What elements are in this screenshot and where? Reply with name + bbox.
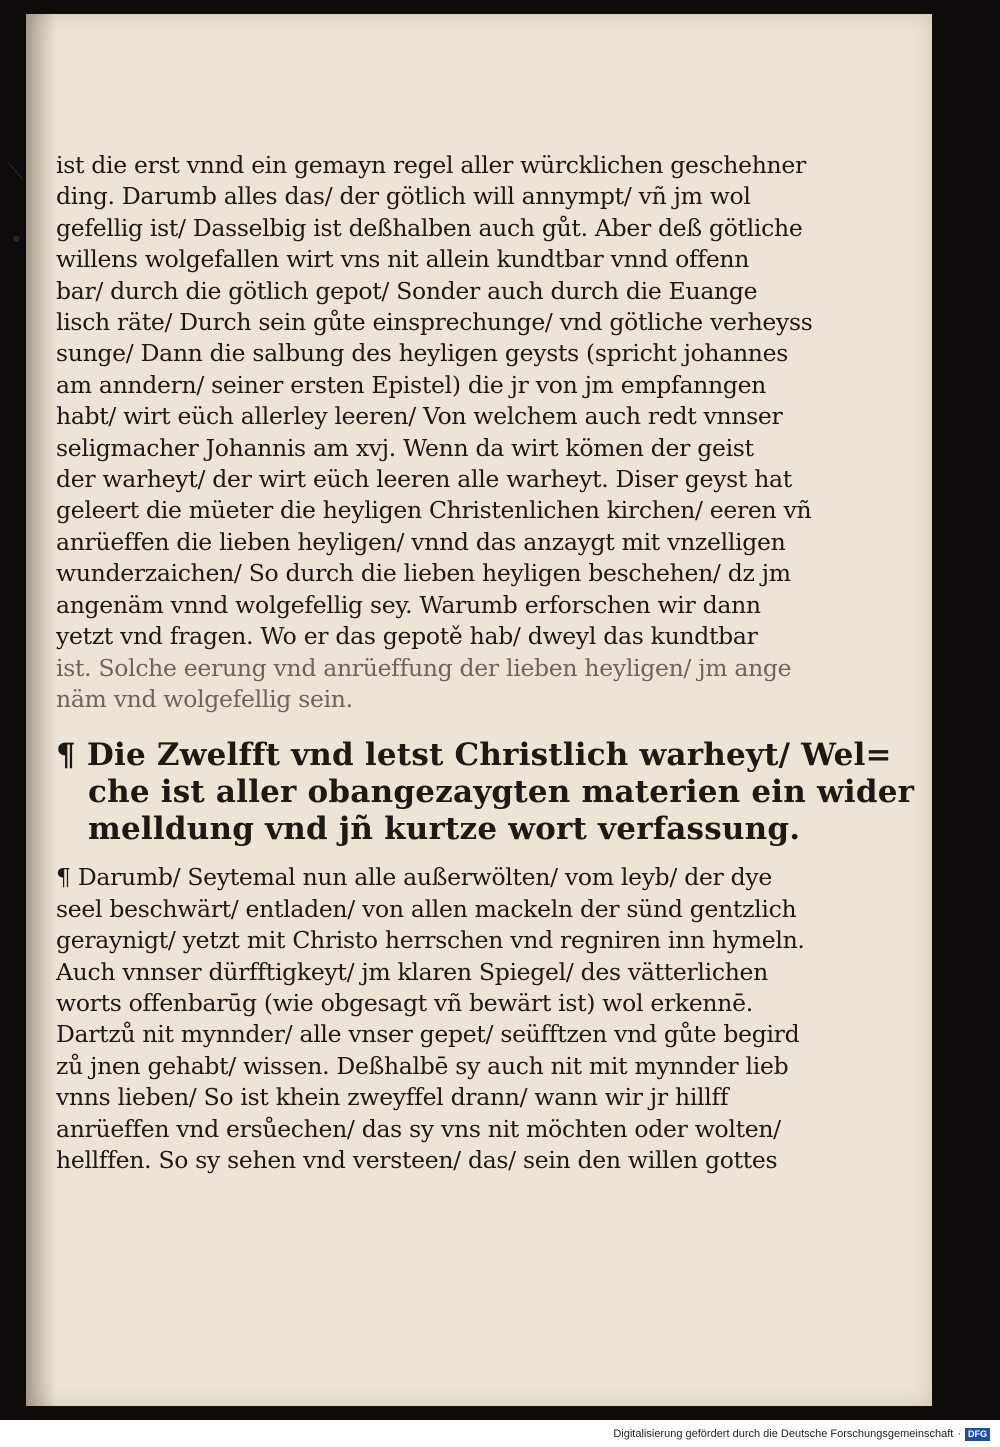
- text-line: gefellig ist/ Dasselbig ist deßhalben auch gůt. Aber deß götliche: [56, 213, 803, 242]
- text-line: am anndern/ seiner ersten Epistel) die jr von jm empfanngen: [56, 370, 767, 399]
- text-line: näm vnd wolgefellig sein.: [56, 684, 353, 713]
- text-line: zů jnen gehabt/ wissen. Deßhalbē sy auch nit mit mynnder lieb: [56, 1051, 789, 1080]
- heading-line: ¶ Die Zwelfft vnd letst Christlich warheyt/ Wel=: [56, 737, 892, 774]
- text-line: willens wolgefallen wirt vns nit allein kundtbar vnnd offenn: [56, 245, 750, 274]
- text-line: wunderzaichen/ So durch die lieben heyligen beschehen/ dz jm: [56, 559, 791, 588]
- text-line: geraynigt/ yetzt mit Christo herrschen vnd regniren inn hymeln.: [56, 926, 805, 955]
- text-line: ¶ Darumb/ Seytemal nun alle außerwölten/ vom leyb/ der dye: [56, 863, 772, 892]
- page-gutter-shadow: [26, 14, 56, 1406]
- text-line: yetzt vnd fragen. Wo er das gepotě hab/ dweyl das kundtbar: [56, 622, 758, 651]
- heading-line: melldung vnd jñ kurtze wort verfassung.: [88, 811, 801, 848]
- footer-text: Digitalisierung gefördert durch die Deutsche Forschungsgemeinschaft: [613, 1428, 954, 1440]
- text-line: geleert die müeter die heyligen Christenlichen kirchen/ eeren vñ: [56, 496, 812, 525]
- text-line: habt/ wirt eüch allerley leeren/ Von welchem auch redt vnnser: [56, 402, 783, 431]
- text-line: seel beschwärt/ entladen/ von allen mackeln der sünd gentzlich: [56, 894, 797, 923]
- text-line: hellffen. So sy sehen vnd versteen/ das/ sein den willen gottes: [56, 1145, 778, 1174]
- body-paragraph: [56, 150, 816, 715]
- margin-dot: •: [10, 228, 23, 253]
- text-line: ist. Solche eerung vnd anrüeffung der lieben heyligen/ jm ange: [56, 653, 792, 682]
- text-line: Auch vnnser dürfftigkeyt/ jm klaren Spiegel/ des vätterlichen: [56, 957, 768, 986]
- text-line: lisch räte/ Durch sein gůte einsprechunge/ vnd götliche verheyss: [56, 308, 813, 337]
- dfg-logo: DFG: [965, 1428, 990, 1441]
- page-text: [56, 150, 915, 1176]
- book-page: [8, 14, 932, 1406]
- text-line: angenäm vnnd wolgefellig sey. Warumb erforschen wir dann: [56, 590, 761, 619]
- footer-credit: [613, 1424, 990, 1444]
- text-line: sunge/ Dann die salbung des heyligen geysts (spricht johannes: [56, 339, 789, 368]
- text-line: anrüeffen vnd ersůechen/ das sy vns nit möchten oder wolten/: [56, 1114, 781, 1143]
- text-line: seligmacher Johannis am xvj. Wenn da wirt kömen der geist: [56, 433, 754, 462]
- text-line: ding. Darumb alles das/ der götlich will annympt/ vñ jm wol: [56, 182, 751, 211]
- section-heading: [56, 737, 915, 848]
- text-line: ist die erst vnnd ein gemayn regel aller würcklichen geschehner: [56, 151, 806, 179]
- body-paragraph: [56, 862, 816, 1176]
- footer-separator: ·: [957, 1428, 961, 1440]
- text-line: vnns lieben/ So ist khein zweyffel drann/ wann wir jr hillff: [56, 1083, 729, 1112]
- text-line: worts offenbarūg (wie obgesagt vñ bewärt ist) wol erkennē.: [56, 988, 753, 1017]
- text-line: bar/ durch die götlich gepot/ Sonder auch durch die Euange: [56, 276, 758, 305]
- text-line: der warheyt/ der wirt eüch leeren alle warheyt. Diser geyst hat: [56, 465, 792, 494]
- margin-mark: ⟍: [8, 160, 24, 185]
- text-line: Dartzů nit mynnder/ alle vnser gepet/ seüfftzen vnd gůte begird: [56, 1020, 800, 1049]
- heading-line: che ist aller obangezaygten materien ein wider: [88, 774, 915, 811]
- text-line: anrüeffen die lieben heyligen/ vnnd das anzaygt mit vnzelligen: [56, 527, 786, 556]
